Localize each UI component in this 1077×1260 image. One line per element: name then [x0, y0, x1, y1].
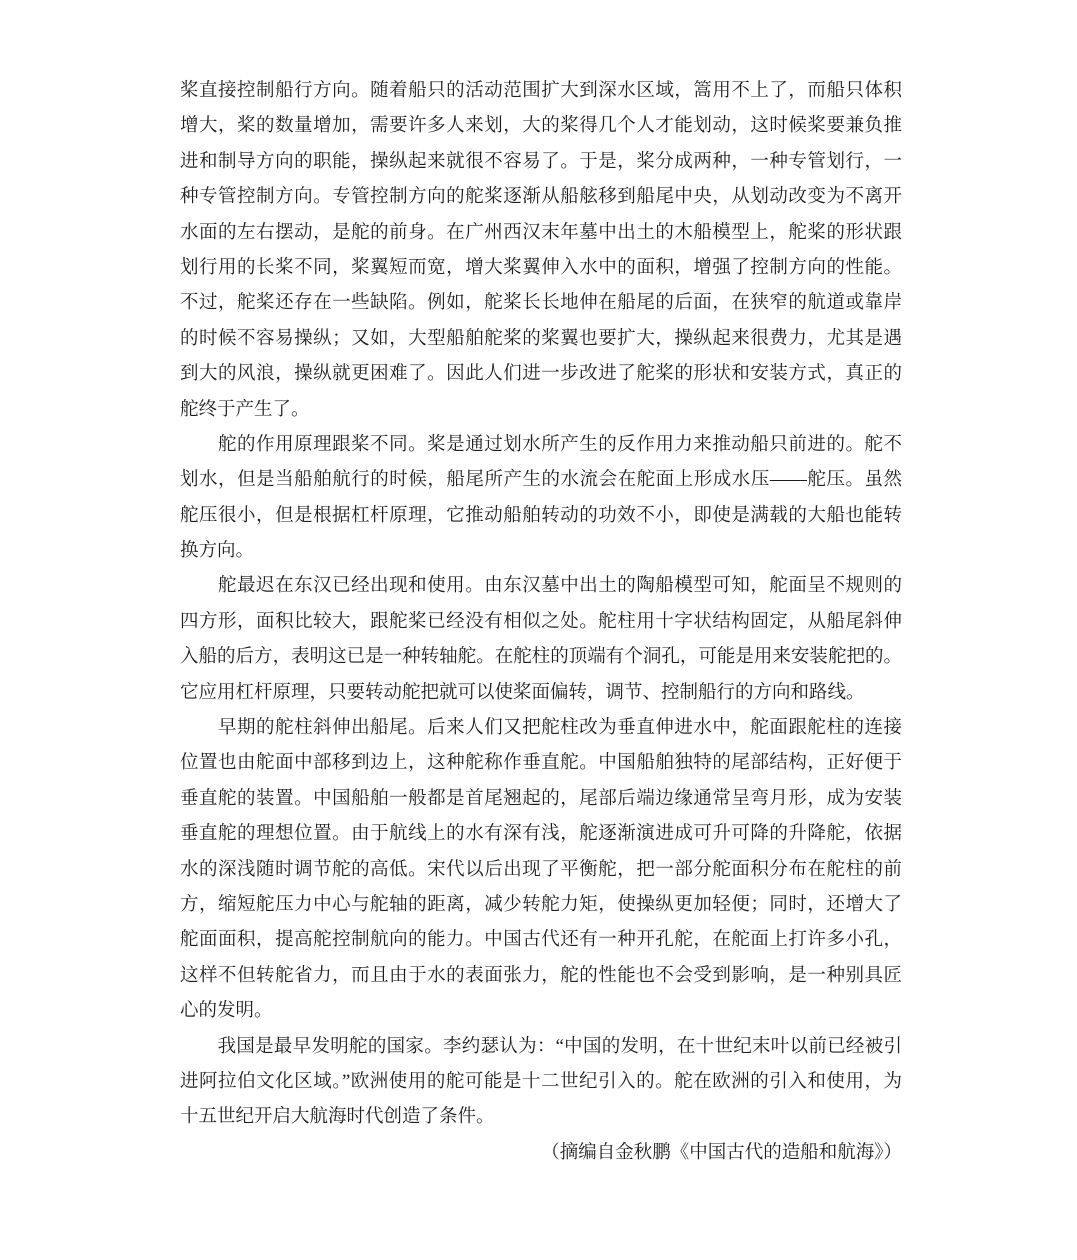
- text-line: 这样不但转舵省力，而且由于水的表面张力，舵的性能也不会受到影响，是一种别具匠: [180, 965, 902, 986]
- paragraph: [180, 74, 902, 428]
- text-line: 心的发明。: [180, 1001, 273, 1022]
- paragraph: [180, 1030, 902, 1136]
- text-line: 进阿拉伯文化区域。”欧洲使用的舵可能是十二世纪引入的。舵在欧洲的引入和使用，为: [180, 1071, 902, 1092]
- text-line: 到大的风浪，操纵就更困难了。因此人们进一步改进了舵桨的形状和安装方式，真正的: [180, 364, 902, 385]
- text-line: 划行用的长桨不同，桨翼短而宽，增大桨翼伸入水中的面积，增强了控制方向的性能。: [180, 257, 902, 278]
- text-line: 早期的舵柱斜伸出船尾。后来人们又把舵柱改为垂直伸进水中，舵面跟舵柱的连接: [180, 718, 902, 739]
- text-line: 我国是最早发明舵的国家。李约瑟认为：“中国的发明，在十世纪末叶以前已经被引: [180, 1036, 902, 1057]
- text-line: 增大，桨的数量增加，需要许多人来划，大的桨得几个人才能划动，这时候桨要兼负推: [180, 116, 902, 137]
- paragraph: [180, 428, 902, 570]
- source-attribution: （摘编自金秋鹏《中国古代的造船和航海》）: [541, 1142, 902, 1163]
- text-line: 入船的后方，表明这已是一种转轴舵。在舵柱的顶端有个洞孔，可能是用来安装舵把的。: [180, 647, 902, 668]
- text-line: 划水，但是当船舶航行的时候，船尾所产生的水流会在舵面上形成水压——舵压。虽然: [180, 470, 902, 491]
- text-line: 舵面面积，提高舵控制航向的能力。中国古代还有一种开孔舵，在舵面上打许多小孔，: [180, 930, 902, 951]
- text-line: 垂直舵的装置。中国船舶一般都是首尾翘起的，尾部后端边缘通常呈弯月形，成为安装: [180, 788, 902, 809]
- text-line: 水面的左右摆动，是舵的前身。在广州西汉末年墓中出土的木船模型上，舵桨的形状跟: [180, 222, 902, 243]
- text-line: 不过，舵桨还存在一些缺陷。例如，舵桨长长地伸在船尾的后面，在狭窄的航道或靠岸: [180, 293, 902, 314]
- text-line: 换方向。: [180, 541, 255, 562]
- text-line: 的时候不容易操纵；又如，大型船舶舵桨的桨翼也要扩大，操纵起来很费力，尤其是遇: [180, 328, 902, 349]
- paragraphs-container: [180, 74, 902, 1136]
- paragraph: [180, 711, 902, 1030]
- text-line: 舵终于产生了。: [180, 399, 310, 420]
- text-line: 舵压很小，但是根据杠杆原理，它推动船舶转动的功效不小，即使是满载的大船也能转: [180, 505, 902, 526]
- text-line: 种专管控制方向。专管控制方向的舵桨逐渐从船舷移到船尾中央，从划动改变为不离开: [180, 187, 902, 208]
- text-line: 垂直舵的理想位置。由于航线上的水有深有浅，舵逐渐演进成可升可降的升降舵，依据: [180, 824, 902, 845]
- text-line: 桨直接控制船行方向。随着船只的活动范围扩大到深水区域，篙用不上了，而船只体积: [180, 81, 902, 101]
- paragraph: [180, 569, 902, 711]
- text-line: 舵最迟在东汉已经出现和使用。由东汉墓中出土的陶船模型可知，舵面呈不规则的: [180, 576, 902, 597]
- text-line: 水的深浅随时调节舵的高低。宋代以后出现了平衡舵，把一部分舵面积分布在舵柱的前: [180, 859, 902, 880]
- text-line: 十五世纪开启大航海时代创造了条件。: [180, 1107, 495, 1128]
- text-line: 进和制导方向的职能，操纵起来就很不容易了。于是，桨分成两种，一种专管划行，一: [180, 151, 902, 172]
- text-line: 位置也由舵面中部移到边上，这种舵称作垂直舵。中国船舶独特的尾部结构，正好便于: [180, 753, 902, 774]
- text-line: 舵的作用原理跟桨不同。桨是通过划水所产生的反作用力来推动船只前进的。舵不: [180, 434, 902, 455]
- document-body: [180, 74, 902, 1171]
- text-line: 它应用杠杆原理，只要转动舵把就可以使桨面偏转，调节、控制船行的方向和路线。: [180, 682, 865, 703]
- text-line: 四方形，面积比较大，跟舵桨已经没有相似之处。舵柱用十字状结构固定，从船尾斜伸: [180, 611, 902, 632]
- text-line: 方，缩短舵压力中心与舵轴的距离，减少转舵力矩，使操纵更加轻便；同时，还增大了: [180, 894, 902, 915]
